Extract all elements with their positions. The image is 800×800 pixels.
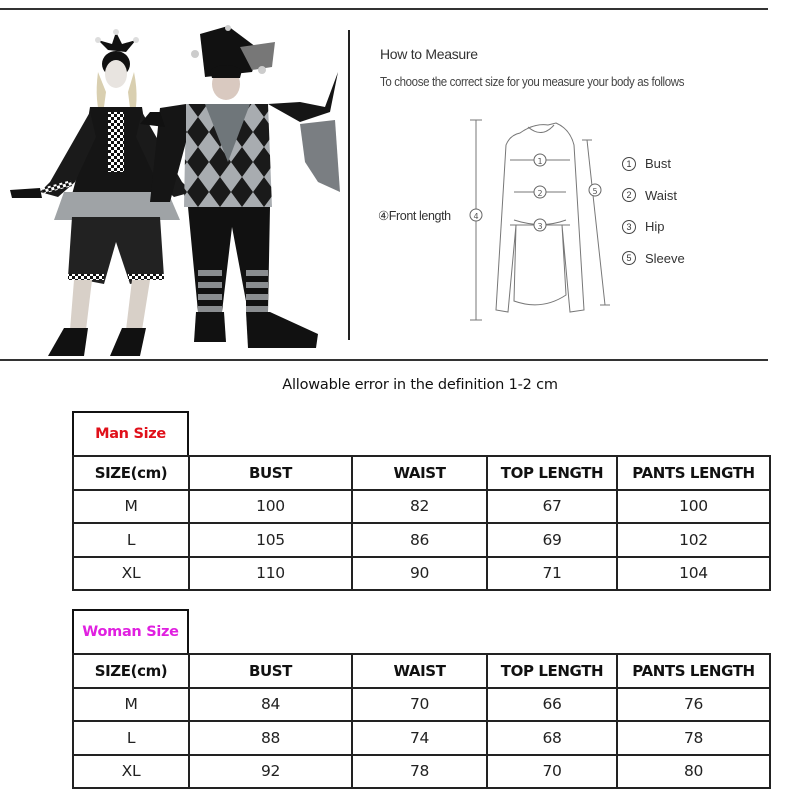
number-circle-icon: 3 xyxy=(622,220,636,234)
measure-title: How to Measure xyxy=(380,46,478,62)
cell-waist: 86 xyxy=(352,523,487,557)
cell-pants-length: 76 xyxy=(617,688,770,722)
cell-bust: 100 xyxy=(189,490,352,524)
legend-item-sleeve: 5 Sleeve xyxy=(622,243,685,275)
table-row xyxy=(73,721,770,755)
cell-top-length: 71 xyxy=(487,557,617,591)
number-circle-icon: 2 xyxy=(622,188,636,202)
header-top-length: TOP LENGTH xyxy=(487,456,617,490)
svg-text:1: 1 xyxy=(537,157,543,166)
cell-top-length: 66 xyxy=(487,688,617,722)
table-row xyxy=(73,557,770,591)
svg-text:4: 4 xyxy=(473,212,479,221)
vertical-divider xyxy=(348,30,350,340)
cell-top-length: 68 xyxy=(487,721,617,755)
legend-item-bust: 1 Bust xyxy=(622,148,685,180)
woman-size-label: Woman Size xyxy=(72,609,189,653)
cell-pants-length: 104 xyxy=(617,557,770,591)
cell-pants-length: 102 xyxy=(617,523,770,557)
cell-bust: 88 xyxy=(189,721,352,755)
number-circle-icon: 5 xyxy=(622,251,636,265)
header-top-length: TOP LENGTH xyxy=(487,654,617,688)
svg-text:3: 3 xyxy=(537,222,543,231)
header-size: SIZE(cm) xyxy=(73,654,189,688)
how-to-measure-panel xyxy=(352,30,800,350)
cell-waist: 74 xyxy=(352,721,487,755)
cell-pants-length: 78 xyxy=(617,721,770,755)
table-header-row xyxy=(73,654,770,688)
section-divider xyxy=(0,359,768,361)
header-bust: BUST xyxy=(189,456,352,490)
cell-pants-length: 80 xyxy=(617,755,770,789)
cell-waist: 70 xyxy=(352,688,487,722)
header-pants-length: PANTS LENGTH xyxy=(617,456,770,490)
header-waist: WAIST xyxy=(352,654,487,688)
man-figure xyxy=(140,25,340,348)
cell-waist: 78 xyxy=(352,755,487,789)
cell-size: L xyxy=(73,523,189,557)
allowable-error-note: Allowable error in the definition 1-2 cm xyxy=(282,377,558,393)
cell-size: XL xyxy=(73,557,189,591)
measure-subtitle: To choose the correct size for you measure your body as follows xyxy=(380,75,685,89)
cell-size: XL xyxy=(73,755,189,789)
table-header-row xyxy=(73,456,770,490)
man-size-label: Man Size xyxy=(72,411,189,455)
legend-item-waist: 2 Waist xyxy=(622,180,685,212)
cell-size: M xyxy=(73,490,189,524)
measure-legend xyxy=(622,148,685,274)
cell-top-length: 69 xyxy=(487,523,617,557)
cell-bust: 110 xyxy=(189,557,352,591)
header-size: SIZE(cm) xyxy=(73,456,189,490)
cell-size: L xyxy=(73,721,189,755)
cell-bust: 92 xyxy=(189,755,352,789)
legend-item-hip: 3 Hip xyxy=(622,211,685,243)
header-bust: BUST xyxy=(189,654,352,688)
svg-text:2: 2 xyxy=(537,189,543,198)
cell-top-length: 67 xyxy=(487,490,617,524)
table-row xyxy=(73,490,770,524)
cell-size: M xyxy=(73,688,189,722)
header-pants-length: PANTS LENGTH xyxy=(617,654,770,688)
header-waist: WAIST xyxy=(352,456,487,490)
cell-pants-length: 100 xyxy=(617,490,770,524)
front-length-label: ④Front length xyxy=(378,209,451,223)
svg-text:5: 5 xyxy=(592,187,598,196)
man-size-table xyxy=(72,411,769,591)
cell-bust: 105 xyxy=(189,523,352,557)
dress-diagram-icon xyxy=(462,115,622,325)
cell-waist: 82 xyxy=(352,490,487,524)
cell-waist: 90 xyxy=(352,557,487,591)
cell-bust: 84 xyxy=(189,688,352,722)
table-row xyxy=(73,523,770,557)
top-divider xyxy=(0,8,768,10)
table-row xyxy=(73,755,770,789)
table-row xyxy=(73,688,770,722)
woman-size-table xyxy=(72,609,769,789)
cell-top-length: 70 xyxy=(487,755,617,789)
costume-photo xyxy=(0,12,345,357)
number-circle-icon: 1 xyxy=(622,157,636,171)
